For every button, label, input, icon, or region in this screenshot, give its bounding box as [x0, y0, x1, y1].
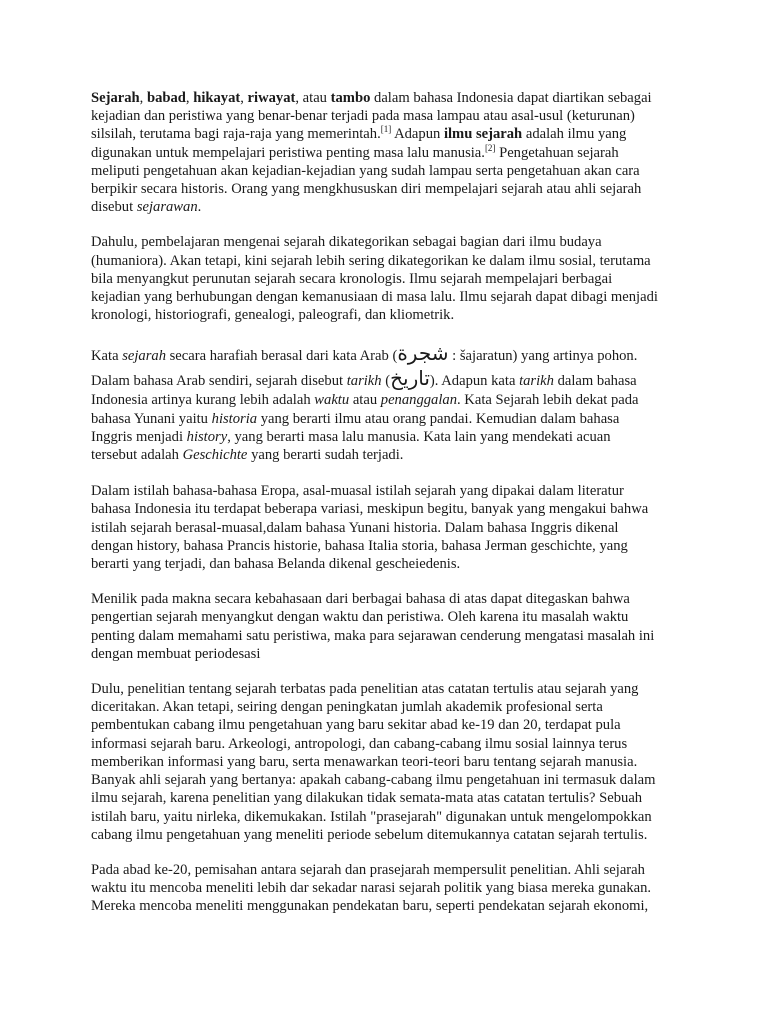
paragraph-categories: [91, 233, 691, 324]
text-line: dengan history, bahasa Prancis historie, bahasa Italia storia, bahasa Jerman geschichte, yang: [91, 537, 628, 554]
text-line: silsilah, terutama bagi raja-raja yang memerintah.[1] Adapun ilmu sejarah adalah ilmu yang: [91, 124, 627, 143]
text-line: bahasa Indonesia itu terdapat beberapa variasi, meskipun begitu, banyak yang mengakui bahwa: [91, 501, 649, 518]
text-line: digunakan untuk mempelajari peristiwa penting masa lalu manusia.[2] Pengetahuan sejarah: [91, 142, 619, 161]
text-line: pengertian sejarah menyangkut dengan waktu dan peristiwa. Oleh karena itu masalah waktu: [91, 609, 629, 626]
document-page: [91, 89, 691, 933]
text-line: dengan membuat periodesasi: [91, 645, 261, 662]
text-line: Pada abad ke-20, pemisahan antara sejarah dan prasejarah mempersulit penelitian. Ahli sejarah: [91, 861, 645, 878]
text-line: berarti yang terjadi, dan bahasa Belanda dikenal gescheiedenis.: [91, 556, 461, 573]
term-hikayat: hikayat: [193, 90, 241, 106]
text-line: bahasa Yunani yaitu historia yang berarti ilmu atau orang pandai. Kemudian dalam bahasa: [91, 410, 620, 427]
text-line: Banyak ahli sejarah yang bertanya: apakah cabang-cabang ilmu pengetahuan ini termasuk dalam: [91, 772, 656, 789]
text-line: bila menyangkut perunutan sejarah secara kronologis. Ilmu sejarah mempelajari berbagai: [91, 270, 613, 287]
arabic-word-syajarah: شجرة: [397, 341, 449, 366]
text-line: disebut sejarawan.: [91, 199, 202, 216]
paragraph-meaning: [91, 590, 691, 663]
text-line: meliputi pengetahuan akan kejadian-kejadian yang sudah lampau serta pengetahuan akan cara: [91, 162, 640, 179]
text-line: ilmu sejarah, karena penelitian yang dilakukan tidak semata-mata atas catatan tertulis? Sebuah: [91, 790, 643, 807]
text-line: istilah sejarah berasal-muasal,dalam bahasa Yunani historia. Dalam bahasa Inggris dikenal: [91, 519, 619, 536]
paragraph-european-terms: [91, 482, 691, 573]
text-line: kronologi, historiografi, genealogi, paleografi, dan kliometrik.: [91, 307, 455, 324]
term-sejarah: Sejarah: [91, 90, 140, 106]
text-line: Kata sejarah secara harafiah berasal dari kata Arab (شجرة : šajaratun) yang artinya pohon.: [91, 341, 638, 366]
text-line: penting dalam memahami satu peristiwa, maka para sejarawan cenderung mengatasi masalah ini: [91, 627, 655, 644]
text-line: tersebut adalah Geschichte yang berarti sudah terjadi.: [91, 447, 404, 464]
text-line: Dulu, penelitian tentang sejarah terbatas pada penelitian atas catatan tertulis atau sejarah yang: [91, 681, 639, 698]
text-line: berpikir secara historis. Orang yang mengkhususkan diri mempelajari sejarah atau ahli sejarah: [91, 181, 642, 198]
term-riwayat: riwayat: [247, 90, 296, 106]
term-ilmu-sejarah: ilmu sejarah: [443, 126, 523, 143]
term-tambo: tambo: [330, 90, 371, 106]
term-sejarawan: sejarawan: [136, 199, 198, 216]
text-line: pembentukan cabang ilmu pengetahuan yang baru sekitar abad ke-19 dan 20, terdapat pula: [91, 717, 621, 734]
text-line: istilah baru, yaitu nirleka, dikemukakan. Istilah "prasejarah" digunakan untuk mengelompokkan: [91, 808, 652, 825]
text-line: diceritakan. Akan tetapi, seiring dengan peningkatan jumlah akademik profesional serta: [91, 699, 603, 716]
text-line: Dalam bahasa Arab sendiri, sejarah disebut tarikh (تاريخ). Adapun kata tarikh dalam bahasa: [91, 366, 637, 391]
text-line: kejadian yang berhubungan dengan kemanusiaan di masa lalu. Ilmu sejarah dapat dibagi menjadi: [91, 289, 658, 306]
text-line: informasi sejarah baru. Arkeologi, antropologi, dan cabang-cabang ilmu sosial lainnya terus: [91, 735, 628, 752]
footnote-ref-1[interactable]: [1]: [380, 124, 392, 135]
footnote-ref-2[interactable]: [2]: [484, 142, 496, 153]
text-line: waktu itu mencoba meneliti lebih dar sekadar narasi sejarah politik yang biasa mereka gunakan.: [91, 880, 652, 897]
text-line: (humaniora). Akan tetapi, kini sejarah lebih sering dikategorikan ke dalam ilmu sosial, terutama: [91, 252, 651, 269]
text-line: kejadian dan peristiwa yang benar-benar terjadi pada masa lampau atau asal-usul (keturunan): [91, 108, 635, 125]
paragraph-etymology: [91, 341, 691, 464]
text-line: Indonesia artinya kurang lebih adalah waktu atau penanggalan. Kata Sejarah lebih dekat pada: [91, 392, 639, 409]
paragraph-research: [91, 680, 691, 844]
text-line: memberikan informasi yang baru, serta menawarkan teori-teori baru tentang sejarah manusia.: [91, 753, 638, 770]
text-line: Mereka mencoba meneliti menggunakan pendekatan baru, seperti pendekatan sejarah ekonomi,: [91, 898, 649, 915]
text-line: Inggris menjadi history, yang berarti masa lalu manusia. Kata lain yang mendekati acuan: [91, 428, 611, 445]
text-line: Menilik pada makna secara kebahasaan dari berbagai bahasa di atas dapat ditegaskan bahwa: [91, 591, 630, 608]
text-line: cabang ilmu pengetahuan yang meneliti periode sebelum ditemukannya catatan sejarah tertulis.: [91, 826, 648, 843]
arabic-word-tarikh: تاريخ: [390, 366, 430, 391]
term-babad: babad: [146, 90, 186, 106]
paragraph-20th-century: [91, 861, 691, 916]
paragraph-definition: [91, 89, 691, 216]
text-line: Dahulu, pembelajaran mengenai sejarah dikategorikan sebagai bagian dari ilmu budaya: [91, 234, 602, 251]
text-line: Sejarah, babad, hikayat, riwayat, atau tambo dalam bahasa Indonesia dapat diartikan sebagai: [91, 90, 652, 106]
text-line: Dalam istilah bahasa-bahasa Eropa, asal-muasal istilah sejarah yang dipakai dalam literatur: [91, 483, 624, 500]
